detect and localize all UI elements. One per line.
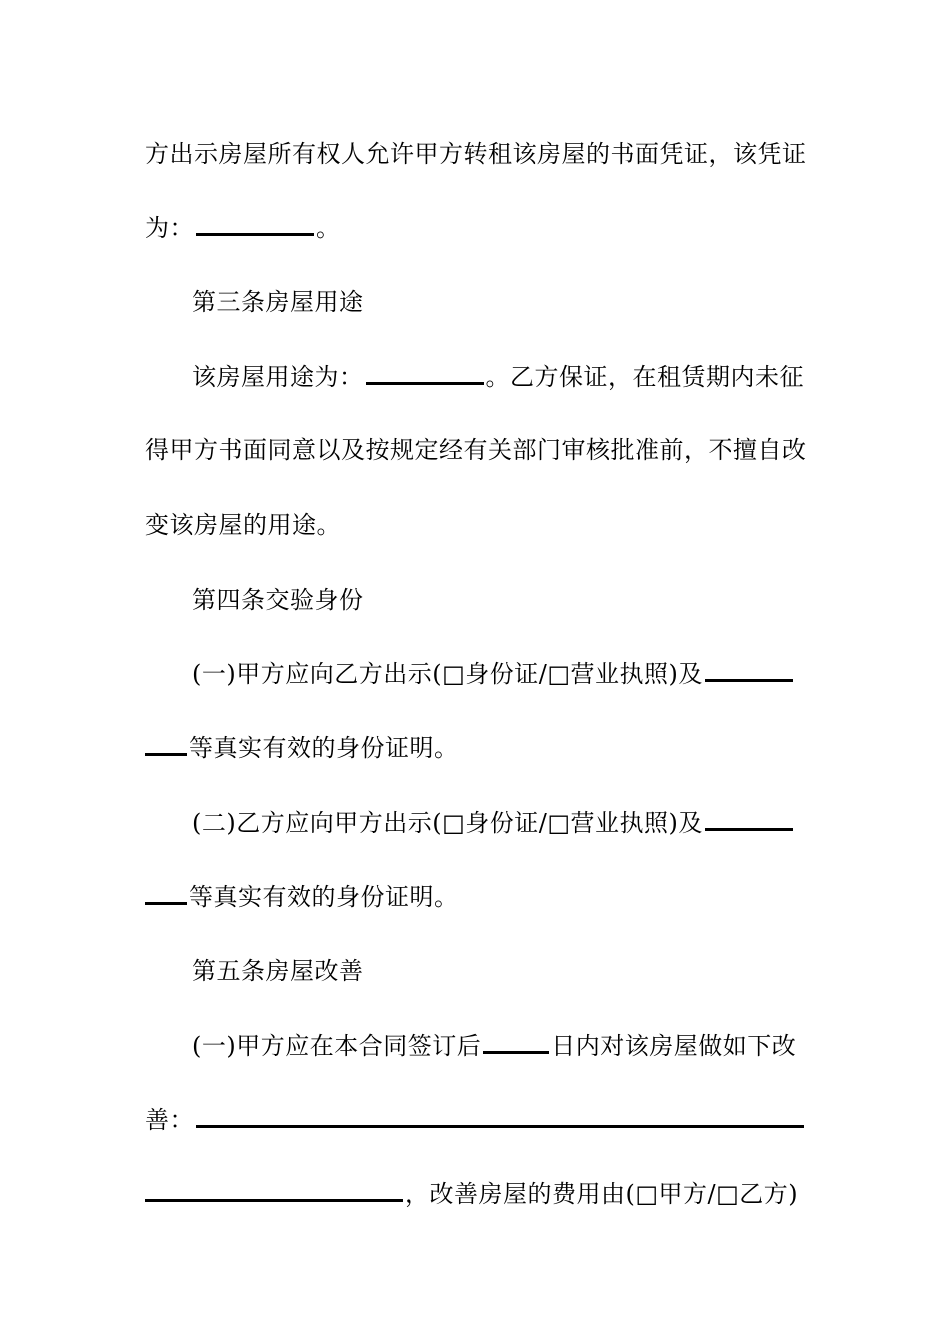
line-text: (一)甲方应向乙方出示(□身份证/□营业执照)及	[192, 660, 703, 688]
paragraph-line-10	[192, 807, 852, 839]
paragraph-line-4	[192, 361, 852, 393]
line-text: 等真实有效的身份证明。	[189, 734, 459, 762]
paragraph-line-9	[145, 732, 805, 764]
line-text: 为：	[145, 214, 194, 242]
fill-in-blank	[145, 733, 187, 756]
line-text: (二)乙方应向甲方出示(□身份证/□营业执照)及	[192, 809, 703, 837]
line-text: 日内对该房屋做如下改	[551, 1032, 797, 1060]
fill-in-blank	[196, 213, 314, 236]
line-text: 。	[316, 214, 341, 242]
line-text: 方出示房屋所有权人允许甲方转租该房屋的书面凭证，该凭证	[145, 140, 807, 168]
paragraph-line-14	[145, 1104, 805, 1136]
section-heading-article-3	[192, 286, 852, 318]
line-text: 善：	[145, 1106, 194, 1134]
line-text: 变该房屋的用途。	[145, 511, 341, 539]
section-heading-article-5	[192, 955, 852, 987]
fill-in-blank	[145, 1179, 403, 1202]
fill-in-blank	[366, 362, 484, 385]
paragraph-line-15	[145, 1178, 805, 1210]
fill-in-blank	[196, 1105, 804, 1128]
fill-in-blank	[145, 882, 187, 905]
fill-in-blank	[705, 808, 793, 831]
paragraph-line-5	[145, 434, 805, 466]
paragraph-line-6	[145, 509, 805, 541]
paragraph-line-2	[145, 212, 805, 244]
line-text: (一)甲方应在本合同签订后	[192, 1032, 482, 1060]
line-text: ，改善房屋的费用由(□甲方/□乙方)	[405, 1180, 799, 1208]
line-text: 等真实有效的身份证明。	[189, 883, 459, 911]
line-text: 。乙方保证，在租赁期内未征	[485, 363, 804, 391]
paragraph-line-11	[145, 881, 805, 913]
line-text: 得甲方书面同意以及按规定经有关部门审核批准前，不擅自改	[145, 436, 807, 464]
heading-text: 第五条房屋改善	[192, 957, 364, 985]
paragraph-line-13	[192, 1030, 852, 1062]
section-heading-article-4	[192, 584, 852, 616]
line-text: 该房屋用途为：	[192, 363, 364, 391]
fill-in-blank	[705, 659, 793, 682]
paragraph-line-1	[145, 138, 805, 170]
heading-text: 第三条房屋用途	[192, 288, 364, 316]
paragraph-line-8	[192, 658, 852, 690]
fill-in-blank	[483, 1031, 549, 1054]
heading-text: 第四条交验身份	[192, 586, 364, 614]
